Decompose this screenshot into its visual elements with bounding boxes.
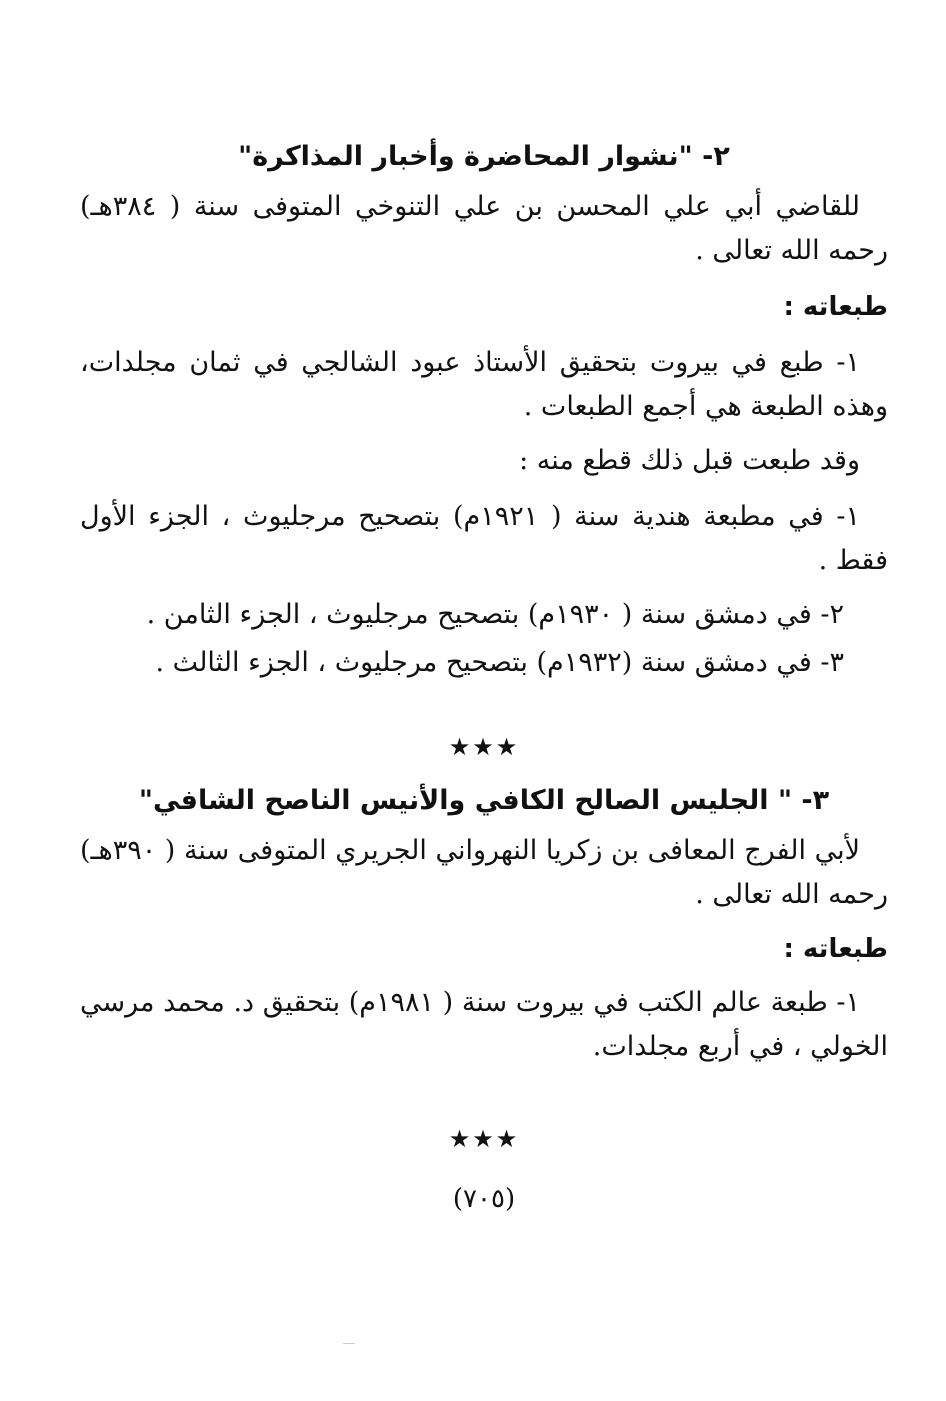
scan-speck	[343, 1343, 355, 1344]
section-3-heading: ٣- " الجليس الصالح الكافي والأنيس الناصح الشافي"	[138, 785, 830, 816]
section-2-prior-1: ١- في مطبعة هندية سنة ( ١٩٢١م) بتصحيح مرجليوث ، الجزء الأول فقط .	[80, 501, 888, 576]
section-2-author: للقاضي أبي علي المحسن بن علي التنوخي المتوفى سنة ( ٣٨٤هـ) رحمه الله تعالى .	[80, 191, 888, 266]
section-2-prior-note: وقد طبعت قبل ذلك قطع منه :	[519, 445, 860, 476]
page-number: (٧٠٥)	[452, 1184, 516, 1214]
separator-stars-2: ★★★	[448, 1125, 520, 1153]
separator-stars-1: ★★★	[448, 733, 520, 761]
document-page	[80, 135, 888, 1219]
section-3-author: لأبي الفرج المعافى بن زكريا النهرواني الجريري المتوفى سنة ( ٣٩٠هـ) رحمه الله تعالى .	[80, 835, 888, 910]
section-2-edition-1: ١- طبع في بيروت بتحقيق الأستاذ عبود الشالجي في ثمان مجلدات، وهذه الطبعة هي أجمع الطبعات .	[80, 347, 888, 422]
section-2-prior-3: ٣- في دمشق سنة (١٩٣٢م) بتصحيح مرجليوث ، الجزء الثالث .	[155, 647, 844, 678]
section-2-editions-label: طبعاته :	[783, 292, 888, 322]
section-2-heading: ٢- "نشوار المحاضرة وأخبار المذاكرة"	[238, 141, 730, 172]
section-2-prior-2: ٢- في دمشق سنة ( ١٩٣٠م) بتصحيح مرجليوث ، الجزء الثامن .	[146, 599, 844, 630]
section-3-edition-1: ١- طبعة عالم الكتب في بيروت سنة ( ١٩٨١م) بتحقيق د. محمد مرسي الخولي ، في أربع مجلدات.	[80, 987, 888, 1062]
section-3-editions-label: طبعاته :	[783, 934, 888, 964]
